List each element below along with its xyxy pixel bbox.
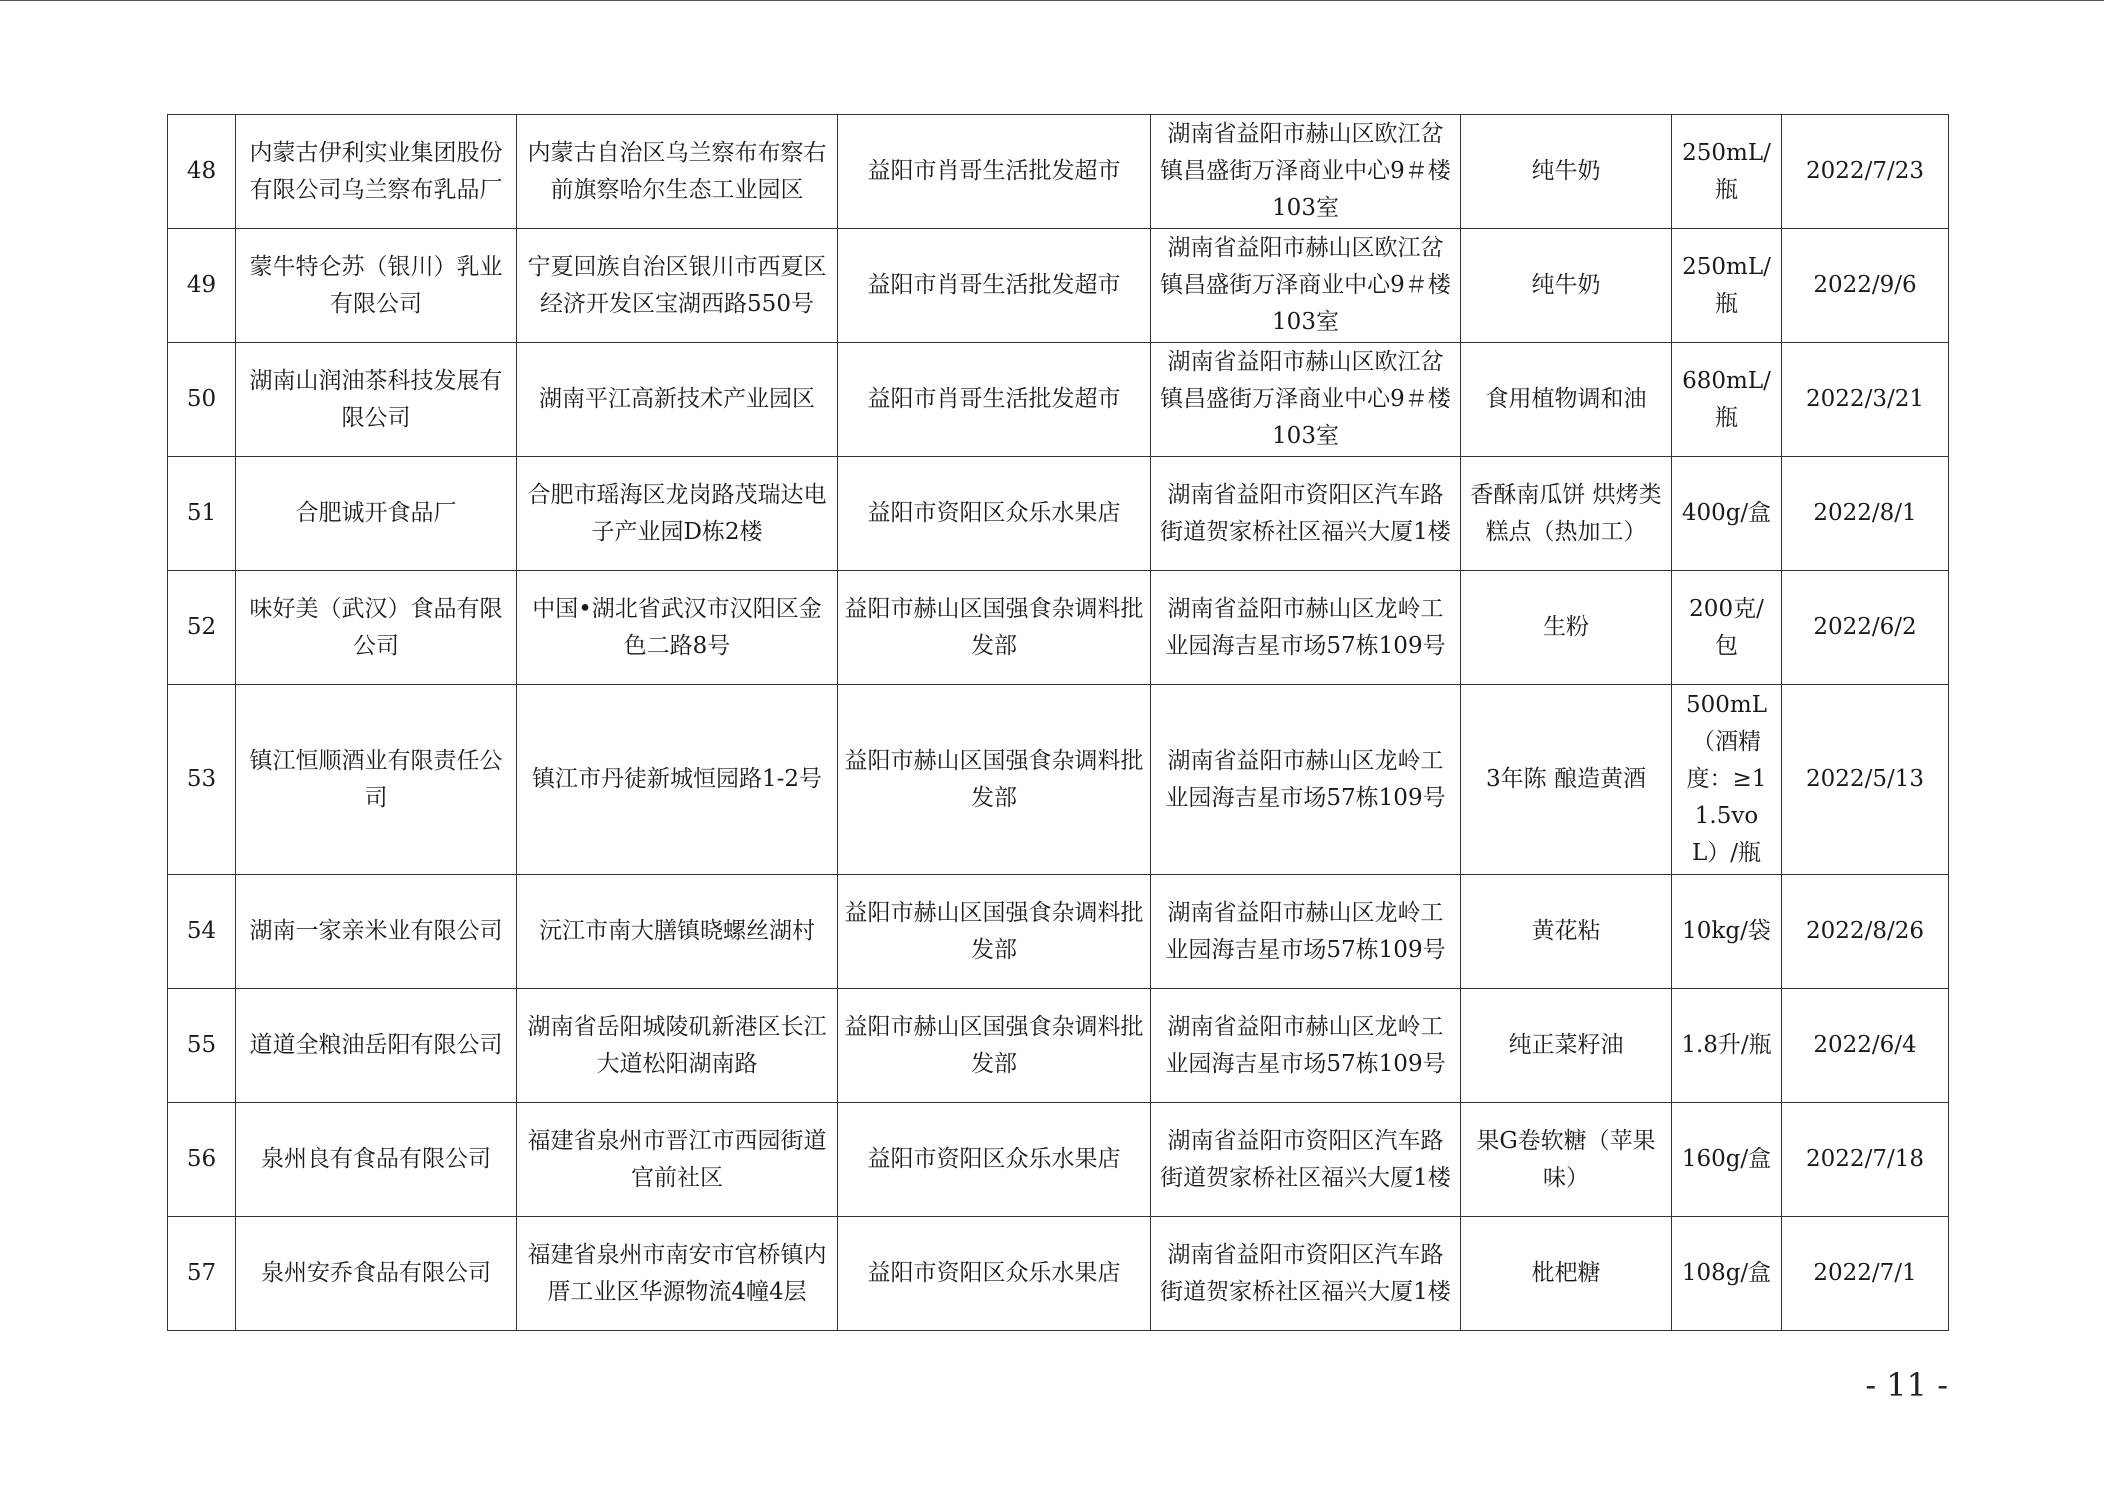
producer-address: 镇江市丹徒新城恒园路1-2号 <box>517 685 838 875</box>
row-number: 49 <box>168 229 236 343</box>
producer-address: 中国•湖北省武汉市汉阳区金色二路8号 <box>517 571 838 685</box>
sampling-results-table <box>167 114 1949 1331</box>
sampled-unit-address: 湖南省益阳市资阳区汽车路街道贺家桥社区福兴大厦1楼 <box>1151 1217 1461 1331</box>
table-row <box>168 571 1949 685</box>
producer-name: 味好美（武汉）食品有限公司 <box>236 571 517 685</box>
production-date: 2022/6/4 <box>1782 989 1949 1103</box>
production-date: 2022/5/13 <box>1782 685 1949 875</box>
production-date: 2022/8/1 <box>1782 457 1949 571</box>
producer-address: 宁夏回族自治区银川市西夏区经济开发区宝湖西路550号 <box>517 229 838 343</box>
food-name: 黄花粘 <box>1461 875 1672 989</box>
food-name: 香酥南瓜饼 烘烤类糕点（热加工） <box>1461 457 1672 571</box>
table-row <box>168 875 1949 989</box>
producer-name: 蒙牛特仑苏（银川）乳业有限公司 <box>236 229 517 343</box>
table-row <box>168 229 1949 343</box>
row-number: 54 <box>168 875 236 989</box>
sampled-unit: 益阳市肖哥生活批发超市 <box>838 343 1151 457</box>
producer-name: 泉州安乔食品有限公司 <box>236 1217 517 1331</box>
sampled-unit: 益阳市赫山区国强食杂调料批发部 <box>838 685 1151 875</box>
row-number: 55 <box>168 989 236 1103</box>
sampled-unit-address: 湖南省益阳市赫山区龙岭工业园海吉星市场57栋109号 <box>1151 875 1461 989</box>
producer-name: 湖南山润油茶科技发展有限公司 <box>236 343 517 457</box>
specification: 400g/盒 <box>1672 457 1782 571</box>
sampled-unit: 益阳市肖哥生活批发超市 <box>838 229 1151 343</box>
sampled-unit: 益阳市肖哥生活批发超市 <box>838 115 1151 229</box>
sampled-unit-address: 湖南省益阳市赫山区欧江岔镇昌盛街万泽商业中心9＃楼103室 <box>1151 115 1461 229</box>
sampled-unit-address: 湖南省益阳市资阳区汽车路街道贺家桥社区福兴大厦1楼 <box>1151 1103 1461 1217</box>
producer-address: 湖南省岳阳城陵矶新港区长江大道松阳湖南路 <box>517 989 838 1103</box>
sampled-unit-address: 湖南省益阳市赫山区龙岭工业园海吉星市场57栋109号 <box>1151 571 1461 685</box>
food-name: 纯正菜籽油 <box>1461 989 1672 1103</box>
row-number: 48 <box>168 115 236 229</box>
row-number: 50 <box>168 343 236 457</box>
sampled-unit: 益阳市赫山区国强食杂调料批发部 <box>838 989 1151 1103</box>
table-row <box>168 989 1949 1103</box>
production-date: 2022/9/6 <box>1782 229 1949 343</box>
producer-address: 湖南平江高新技术产业园区 <box>517 343 838 457</box>
production-date: 2022/3/21 <box>1782 343 1949 457</box>
producer-name: 泉州良有食品有限公司 <box>236 1103 517 1217</box>
sampled-unit: 益阳市资阳区众乐水果店 <box>838 1103 1151 1217</box>
production-date: 2022/7/23 <box>1782 115 1949 229</box>
row-number: 51 <box>168 457 236 571</box>
producer-name: 道道全粮油岳阳有限公司 <box>236 989 517 1103</box>
sampled-unit: 益阳市资阳区众乐水果店 <box>838 1217 1151 1331</box>
row-number: 57 <box>168 1217 236 1331</box>
table-row <box>168 457 1949 571</box>
food-name: 枇杷糖 <box>1461 1217 1672 1331</box>
specification: 160g/盒 <box>1672 1103 1782 1217</box>
table-row <box>168 1217 1949 1331</box>
specification: 680mL/瓶 <box>1672 343 1782 457</box>
production-date: 2022/8/26 <box>1782 875 1949 989</box>
producer-name: 镇江恒顺酒业有限责任公司 <box>236 685 517 875</box>
food-name: 食用植物调和油 <box>1461 343 1672 457</box>
sampled-unit: 益阳市赫山区国强食杂调料批发部 <box>838 571 1151 685</box>
specification: 250mL/瓶 <box>1672 229 1782 343</box>
specification: 500mL（酒精度：≥11.5voL）/瓶 <box>1672 685 1782 875</box>
sampled-unit-address: 湖南省益阳市赫山区欧江岔镇昌盛街万泽商业中心9＃楼103室 <box>1151 343 1461 457</box>
producer-address: 福建省泉州市南安市官桥镇内厝工业区华源物流4幢4层 <box>517 1217 838 1331</box>
producer-address: 内蒙古自治区乌兰察布布察右前旗察哈尔生态工业园区 <box>517 115 838 229</box>
sampled-unit: 益阳市赫山区国强食杂调料批发部 <box>838 875 1151 989</box>
producer-address: 福建省泉州市晋江市西园街道官前社区 <box>517 1103 838 1217</box>
sampled-unit: 益阳市资阳区众乐水果店 <box>838 457 1151 571</box>
production-date: 2022/7/18 <box>1782 1103 1949 1217</box>
top-border-line <box>0 0 2104 1</box>
specification: 200克/包 <box>1672 571 1782 685</box>
food-name: 纯牛奶 <box>1461 115 1672 229</box>
table-row <box>168 1103 1949 1217</box>
table-row <box>168 115 1949 229</box>
specification: 250mL/瓶 <box>1672 115 1782 229</box>
producer-address: 合肥市瑶海区龙岗路茂瑞达电子产业园D栋2楼 <box>517 457 838 571</box>
row-number: 56 <box>168 1103 236 1217</box>
production-date: 2022/7/1 <box>1782 1217 1949 1331</box>
food-name: 果G卷软糖（苹果味） <box>1461 1103 1672 1217</box>
row-number: 53 <box>168 685 236 875</box>
sampled-unit-address: 湖南省益阳市赫山区龙岭工业园海吉星市场57栋109号 <box>1151 685 1461 875</box>
producer-address: 沅江市南大膳镇晓螺丝湖村 <box>517 875 838 989</box>
producer-name: 合肥诚开食品厂 <box>236 457 517 571</box>
sampled-unit-address: 湖南省益阳市资阳区汽车路街道贺家桥社区福兴大厦1楼 <box>1151 457 1461 571</box>
specification: 108g/盒 <box>1672 1217 1782 1331</box>
sampled-unit-address: 湖南省益阳市赫山区欧江岔镇昌盛街万泽商业中心9＃楼103室 <box>1151 229 1461 343</box>
production-date: 2022/6/2 <box>1782 571 1949 685</box>
producer-name: 湖南一家亲米业有限公司 <box>236 875 517 989</box>
sampled-unit-address: 湖南省益阳市赫山区龙岭工业园海吉星市场57栋109号 <box>1151 989 1461 1103</box>
food-name: 3年陈 酿造黄酒 <box>1461 685 1672 875</box>
row-number: 52 <box>168 571 236 685</box>
food-name: 生粉 <box>1461 571 1672 685</box>
page-number: - 11 - <box>1865 1366 1948 1404</box>
table-row <box>168 685 1949 875</box>
producer-name: 内蒙古伊利实业集团股份有限公司乌兰察布乳品厂 <box>236 115 517 229</box>
table-row <box>168 343 1949 457</box>
specification: 1.8升/瓶 <box>1672 989 1782 1103</box>
food-name: 纯牛奶 <box>1461 229 1672 343</box>
specification: 10kg/袋 <box>1672 875 1782 989</box>
